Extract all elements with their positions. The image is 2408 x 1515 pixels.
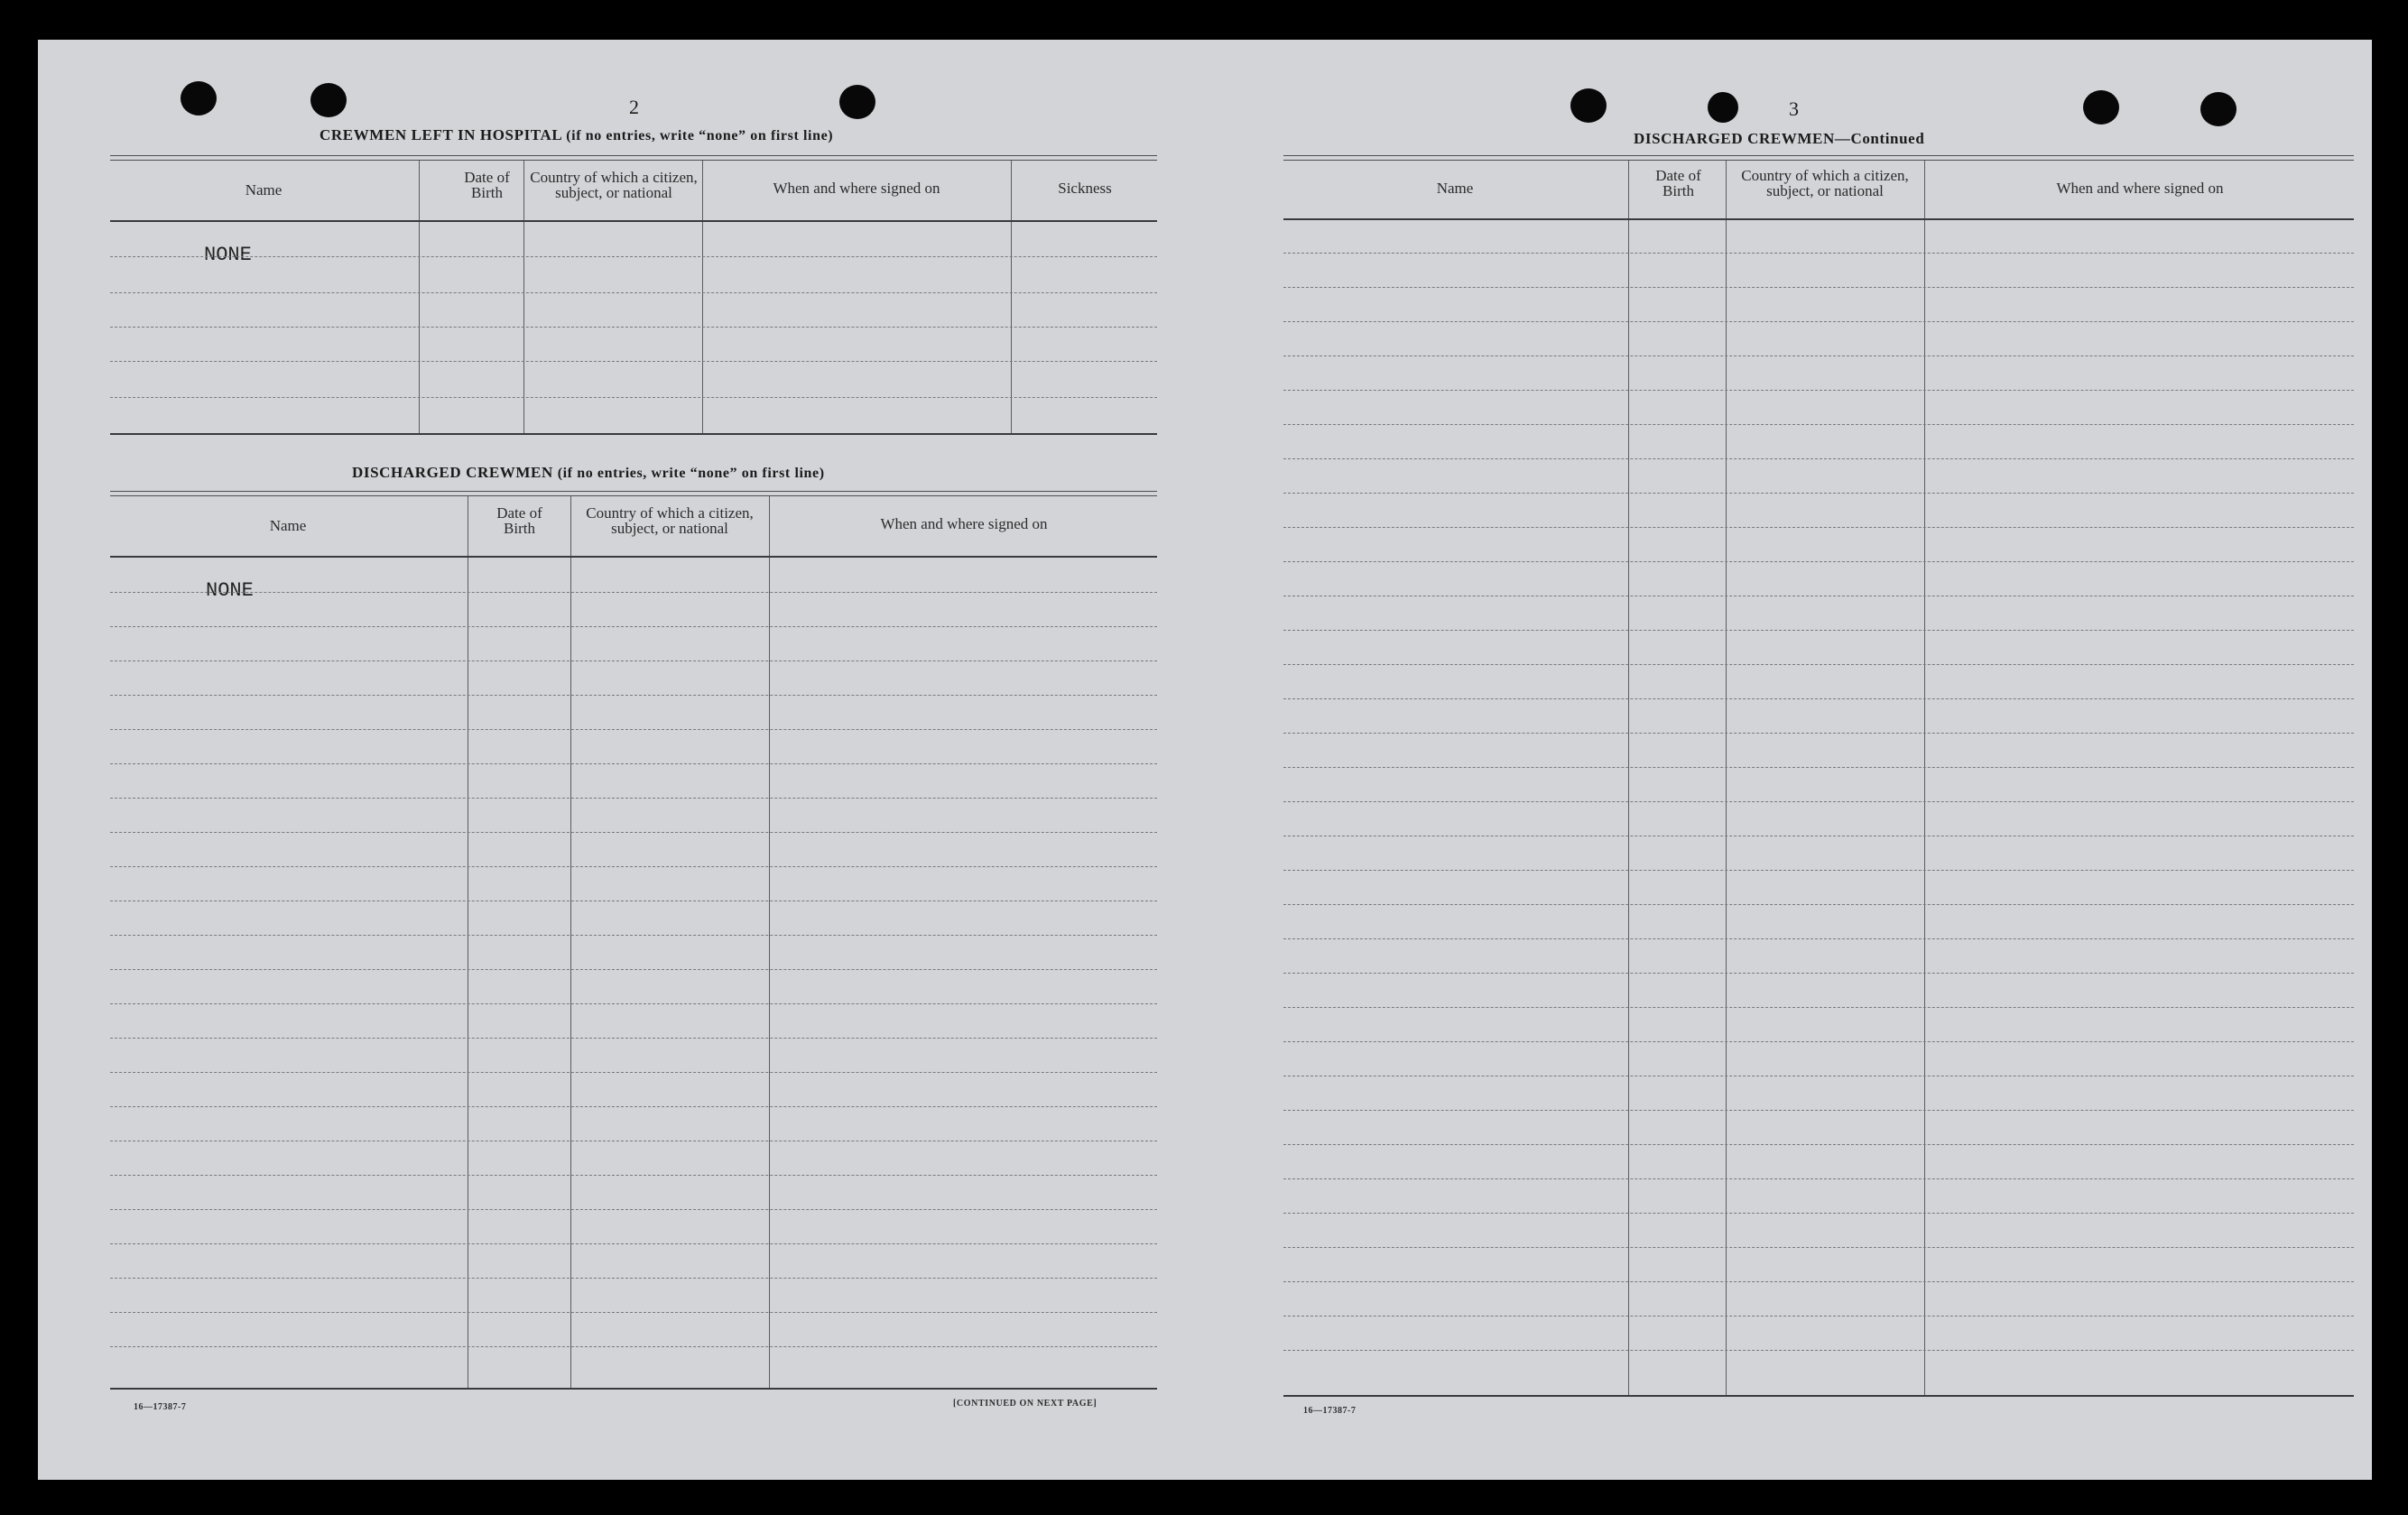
column-header-country: Country of which a citizen, subject, or national: [586, 504, 754, 537]
table-entry: NONE: [204, 244, 252, 266]
title-text: DISCHARGED CREWMEN: [352, 464, 553, 481]
title-note: (if no entries, write “none” on first line): [557, 466, 825, 481]
form-number: 16—17387-7: [1303, 1406, 1357, 1416]
punch-hole: [181, 81, 217, 115]
page-number: 2: [629, 96, 639, 118]
table-entry: NONE: [206, 579, 254, 602]
title-note: (if no entries, write “none” on first line): [566, 128, 834, 143]
column-header-name: Name: [1436, 180, 1474, 197]
page-number: 3: [1789, 97, 1799, 120]
form-sheet: [38, 40, 2372, 1480]
column-header-name: Name: [245, 181, 282, 199]
section-title-discharged: [352, 464, 825, 482]
punch-hole: [2200, 92, 2237, 126]
column-header-dob: Date of Birth: [464, 169, 510, 201]
column-header-sickness: Sickness: [1058, 180, 1112, 197]
column-header-signed: When and where signed on: [773, 180, 940, 197]
punch-hole: [1570, 88, 1607, 123]
column-header-signed: When and where signed on: [880, 515, 1048, 532]
title-text: CREWMEN LEFT IN HOSPITAL: [320, 126, 562, 143]
section-title-discharged-continued: DISCHARGED CREWMEN—Continued: [1634, 130, 1925, 147]
column-header-name: Name: [269, 517, 307, 534]
form-number: 16—17387-7: [134, 1402, 187, 1412]
column-header-dob: Date of Birth: [1655, 167, 1701, 199]
punch-hole: [1708, 92, 1738, 123]
continued-note: [CONTINUED ON NEXT PAGE]: [953, 1399, 1097, 1409]
column-header-dob: Date of Birth: [496, 504, 542, 537]
column-header-country: Country of which a citizen, subject, or national: [1741, 167, 1909, 199]
column-header-country: Country of which a citizen, subject, or national: [530, 169, 698, 201]
section-title-hospital: [320, 126, 833, 144]
column-header-signed: When and where signed on: [2056, 180, 2224, 197]
punch-hole: [310, 83, 347, 117]
punch-hole: [839, 85, 875, 119]
punch-hole: [2083, 90, 2119, 125]
